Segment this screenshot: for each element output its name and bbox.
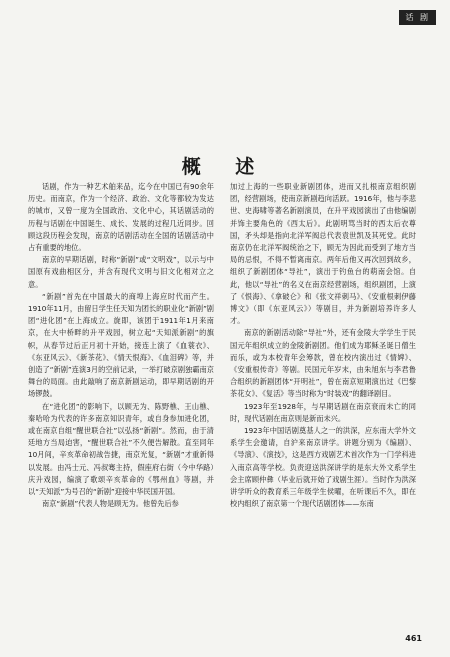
paragraph: 南京的早期话剧，时称“新剧”或“文明戏”，以示与中国原有戏曲相区分，并含有现代文明与旧文化相对立之意。	[28, 255, 214, 289]
paragraph: 在“进化团”的影响下，以顾无为、陈野樵、王山樵、秦哈哈为代表的许多南京知识青年，或自身参加进化团，或在南京自组“醒世联合社”以弘扬“新剧”。然而，由于清廷地方当局迫害，“醒世联合社”不久便告解散。直至同年10月间，辛亥革命初战告捷，南京光复，“新剧”才重新得以发展。由冯士元、冯叔骞主持，假座府右街（今中华路）庆升戏园，编演了歌颂辛亥革命的《鄂州血》等剧，并以“天知派”为号召的“新剧”迎接中华民国开国。	[28, 401, 214, 497]
paragraph: 话剧，作为一种艺术舶来品，迄今在中国已有90余年历史。而南京，作为一个经济、政治、文化等都较为发达的城市，又曾一度为全国政治、文化中心，其话剧活动的历程与话剧在中国诞生、成长、发展的过程几近同步。回顾这段历程会发现，南京的话剧活动在全国的话剧活动中占有重要的地位。	[28, 182, 214, 253]
paragraph-continuation: 加过上海的一些职业新剧团体，进而又扎根南京组织剧团，经营剧场，使南京新剧趋向活跃。1916年，他与李悲世、史海啸等著名新剧演员，在升平戏园演出了由他编剧并饰主要角色的《西太后》。此剧明骂当时的西太后衣尊国，矛头却是指向北洋军阀总代表袁世凯及其死党。此时南京仍在北洋军阀统治之下，顾无为因此而受到了地方当局的忌恨，不得不暂离南京。两年后他又再次回到故乡，组织了新剧团体“导社”，演出于钓鱼台的萌南会馆。自此，他以“导社”的名义在南京经营剧场，组织剧团，上演了《恨海》、《拿破仑》和《张文祥刺马》、《安重根刺伊藤博文》（即《东亚风云》）等剧目，并为新剧培养许多人才。	[230, 182, 416, 326]
section-header-tag: 话 剧	[399, 10, 436, 25]
chapter-title: 概 述	[181, 156, 269, 178]
paragraph: “新剧”首先在中国最大的商埠上海应时代而产生。1910年11月，由留日学生任天知为团长的职业化“新剧”剧团“进化团”在上海成立。旋即，该团于1911年1月来南京，在大中桥畔的升平戏园，树立起“天知派新剧”的旗帜，从春节过后正月初十开始，接连上演了《血蓑衣》、《东亚风云》、《新茶花》、《情天恨海》、《血泪碑》等，并创造了“新剧”连演3月的空前记录，一举打破京剧独霸南京舞台的局面。由此敲响了南京新剧运动，即早期话剧的开场锣鼓。	[28, 291, 214, 399]
paragraph: 南京的新剧活动除“导社”外，还有金陵大学学生于民国元年组织成立的金陵新剧团。他们成为耶稣圣诞日僧生而乐，或为本校青年会筹款，曾在校内演出过《情婢》、《安重根传奇》等剧。民国元年岁末，由朱旭东与李君鲁合组织的新剧团体“开明社”，曾在南京短期演出过《巴黎茶花女》、《复活》等当时称为“时装戏”的翻译剧目。	[230, 328, 416, 399]
left-column	[28, 181, 214, 510]
paragraph: 南京“新剧”代表人物是顾无为。他曾先后参	[42, 499, 179, 509]
paragraph: 1923年至1928年，与早期话剧在南京衰而未亡的同时，现代话剧在南京则是新而未兴。	[230, 401, 416, 423]
paragraph: 1923年中国话剧奠基人之一的洪深，应东南大学外文系学生会邀请，自沪来南京讲学。讲题分别为《编剧》、《导演》、《演技》，这是西方戏剧艺术首次作为一门学科进入南京高等学校。负责迎送洪深讲学的是东大外文系学生会主席顾仲彝（毕业后就开始了戏剧生涯）。当时作为洪深讲学听众的教育系三年级学生侯曜，在听课后不久，即在校内组织了南京第一个现代话剧团体——东南	[230, 426, 416, 509]
right-column	[230, 181, 416, 510]
page-number: 461	[405, 634, 422, 643]
